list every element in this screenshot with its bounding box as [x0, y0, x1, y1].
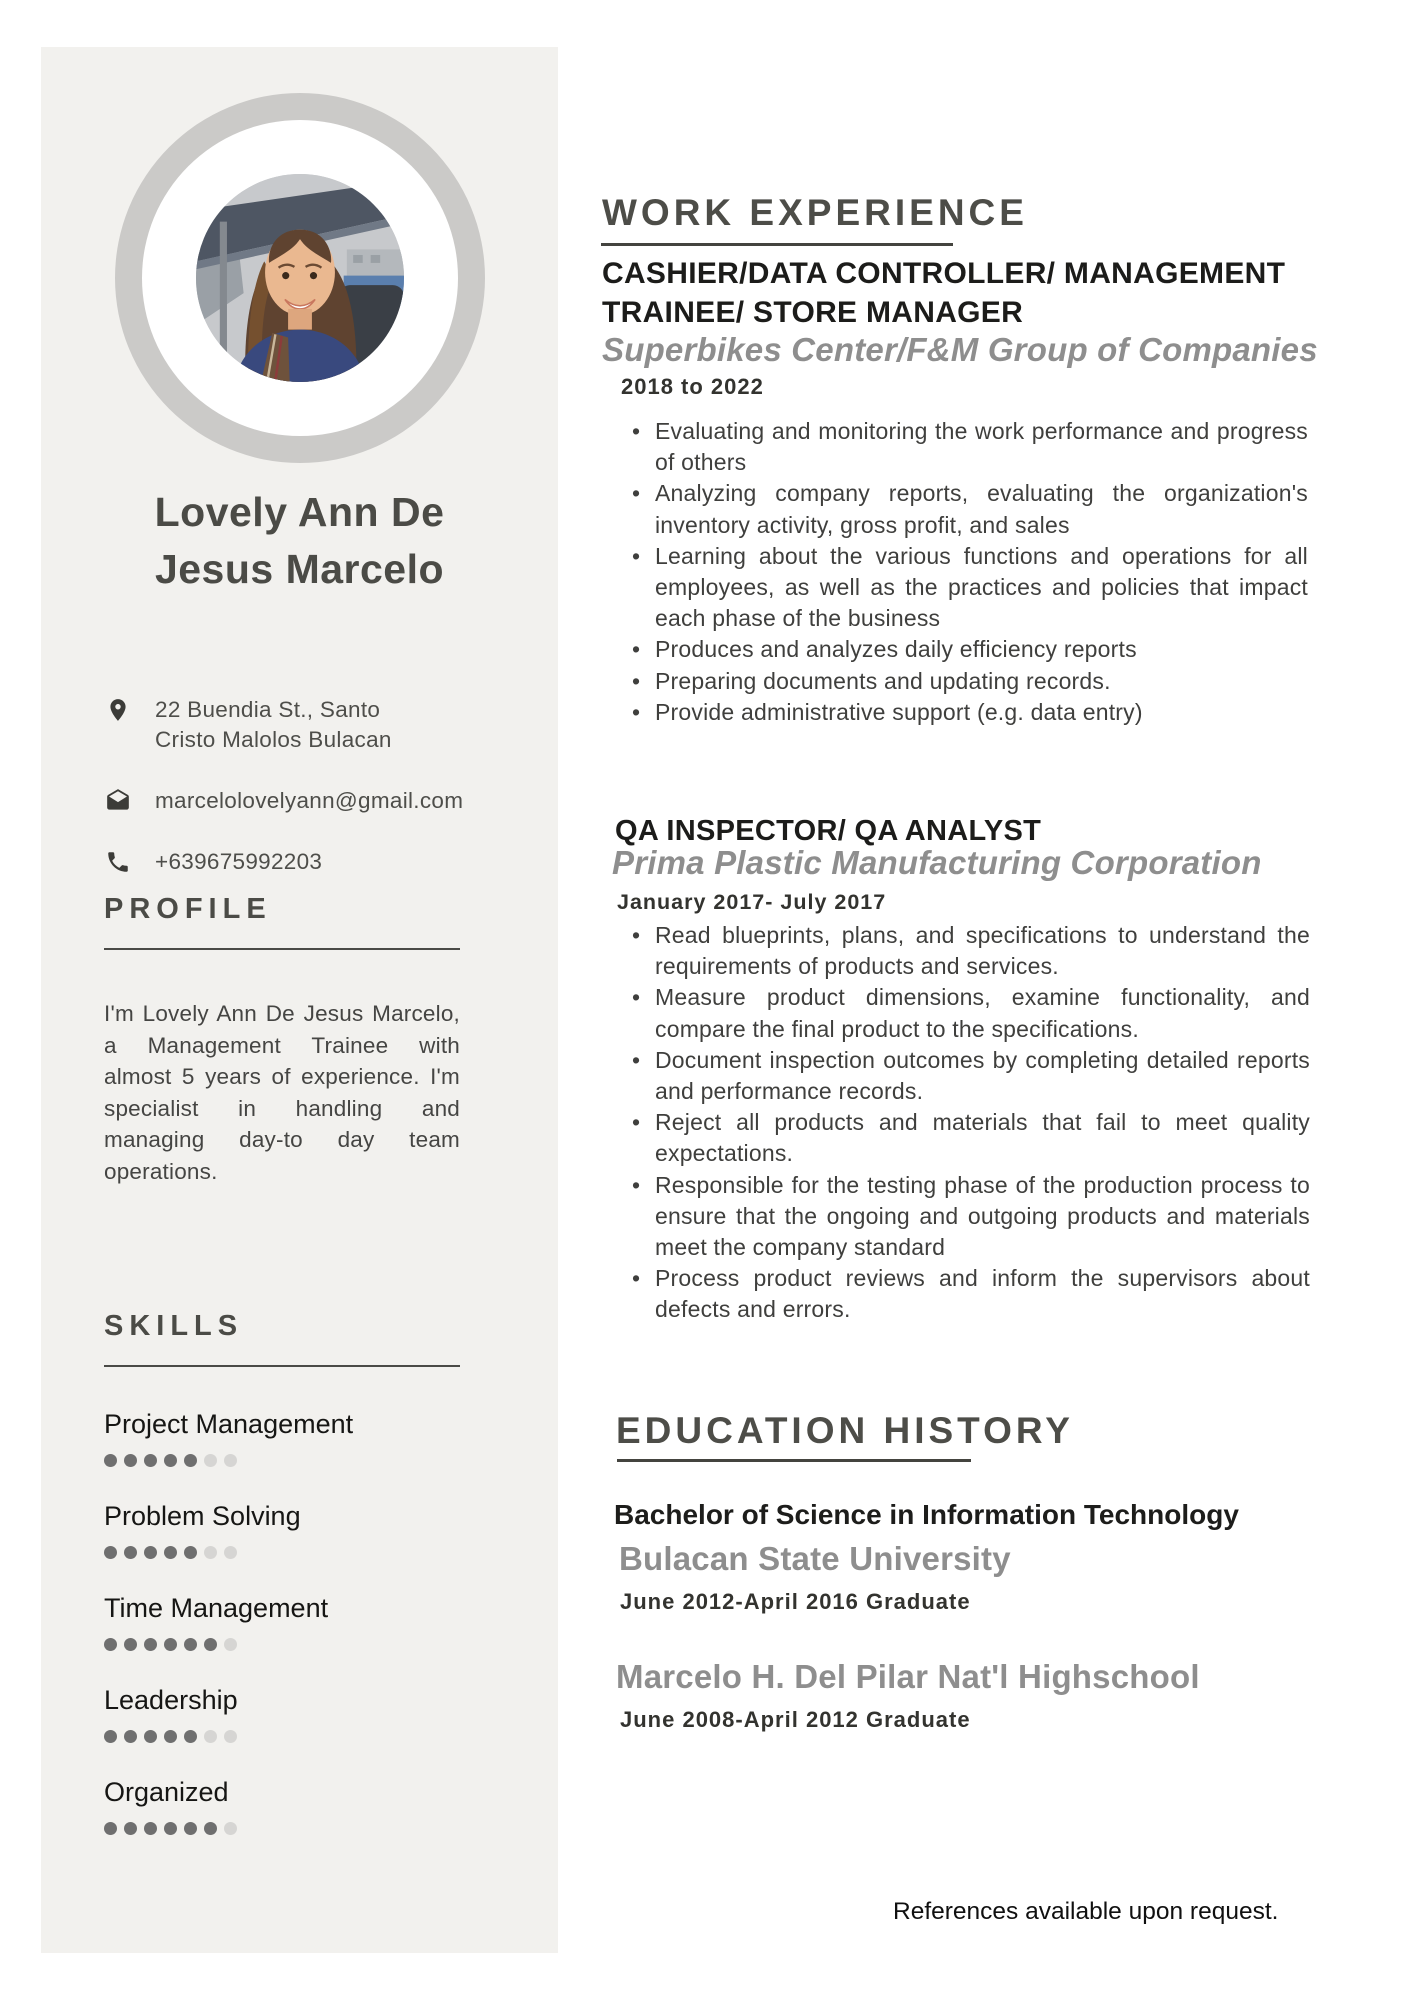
- rating-dot-filled: [184, 1822, 197, 1835]
- rating-dot-empty: [224, 1546, 237, 1559]
- rating-dot-filled: [124, 1822, 137, 1835]
- rating-dot-filled: [104, 1454, 117, 1467]
- rating-dot-empty: [224, 1454, 237, 1467]
- education-heading: EDUCATION HISTORY: [616, 1410, 1074, 1451]
- job2-bullet: • Measure product dimensions, examine functionality, and compare the final product to the specifications.: [628, 982, 1310, 1044]
- job2-bullet: • Read blueprints, plans, and specifications to understand the requirements of products and services.: [628, 920, 1310, 982]
- skill-item: [104, 1685, 484, 1743]
- job-dates-1: 2018 to 2022: [621, 374, 764, 399]
- job-title-2: QA INSPECTOR/ QA ANALYST: [615, 815, 1042, 847]
- job1-bullet: • Produces and analyzes daily efficiency reports: [628, 634, 1308, 665]
- rating-dot-filled: [144, 1638, 157, 1651]
- references-note: References available upon request.: [893, 1898, 1279, 1925]
- profile-photo-ring: [115, 93, 485, 463]
- rating-dot-filled: [164, 1822, 177, 1835]
- contact-email: [105, 786, 505, 816]
- profile-rule: [104, 948, 460, 950]
- person-name-line1: Lovely Ann De: [154, 489, 445, 535]
- job1-bullet: • Learning about the various functions and operations for all employees, as well as the practices and policies that impact each phase of the business: [628, 541, 1308, 635]
- rating-dot-filled: [204, 1638, 217, 1651]
- work-experience-underline: [601, 243, 953, 246]
- skills-heading: SKILLS: [104, 1310, 244, 1342]
- address-line1: 22 Buendia St., Santo: [155, 697, 381, 722]
- profile-heading: PROFILE: [104, 893, 272, 925]
- contact-address: [105, 695, 505, 755]
- rating-dot-filled: [124, 1730, 137, 1743]
- skill-label: Leadership: [104, 1685, 238, 1715]
- profile-photo-illustration: [196, 174, 404, 382]
- rating-dot-empty: [224, 1822, 237, 1835]
- rating-dot-empty: [204, 1454, 217, 1467]
- contact-section: [105, 695, 505, 908]
- skill-label: Problem Solving: [104, 1501, 301, 1531]
- work-experience-heading: WORK EXPERIENCE: [602, 192, 1028, 233]
- job2-bullet: • Responsible for the testing phase of the production process to ensure that the ongoing and outgoing products and materials meet the company standard: [628, 1170, 1310, 1264]
- rating-dot-filled: [104, 1822, 117, 1835]
- job-company-2: Prima Plastic Manufacturing Corporation: [612, 844, 1262, 881]
- skill-label: Time Management: [104, 1593, 329, 1623]
- rating-dot-filled: [184, 1638, 197, 1651]
- education-degree-1: Bachelor of Science in Information Technology: [614, 1499, 1239, 1530]
- rating-dot-filled: [144, 1822, 157, 1835]
- rating-dot-filled: [124, 1638, 137, 1651]
- envelope-icon: [105, 788, 131, 814]
- phone-text: +639675992203: [155, 849, 323, 874]
- rating-dot-filled: [164, 1454, 177, 1467]
- skill-item: [104, 1501, 484, 1559]
- skill-label: Organized: [104, 1777, 229, 1807]
- skill-rating-dots: [104, 1454, 484, 1467]
- rating-dot-filled: [184, 1546, 197, 1559]
- profile-photo-inner-ring: [142, 120, 458, 436]
- education-underline: [617, 1459, 971, 1462]
- education-school-1: Bulacan State University: [619, 1540, 1011, 1577]
- profile-text: I'm Lovely Ann De Jesus Marcelo, a Management Trainee with almost 5 years of experience. I'm specialist in handling and managing day-to day team operations.: [104, 1001, 460, 1184]
- rating-dot-filled: [184, 1730, 197, 1743]
- skill-item: [104, 1777, 484, 1835]
- person-name-line2: Jesus Marcelo: [154, 546, 445, 592]
- profile-section: [104, 893, 460, 1187]
- rating-dot-filled: [124, 1454, 137, 1467]
- person-name: [41, 484, 558, 598]
- skills-section: [104, 1310, 484, 1869]
- education-dates-1: June 2012-April 2016 Graduate: [620, 1589, 971, 1614]
- job-bullet-list-1: [628, 416, 1308, 728]
- rating-dot-filled: [144, 1454, 157, 1467]
- job2-bullet: • Document inspection outcomes by completing detailed reports and performance records.: [628, 1045, 1310, 1107]
- skills-list: [104, 1409, 484, 1835]
- skill-item: [104, 1409, 484, 1467]
- location-pin-icon: [105, 697, 131, 723]
- job-company-1: Superbikes Center/F&M Group of Companies: [602, 331, 1318, 368]
- address-line2: Cristo Malolos Bulacan: [155, 727, 392, 752]
- rating-dot-filled: [164, 1638, 177, 1651]
- skill-item: [104, 1593, 484, 1651]
- rating-dot-filled: [164, 1730, 177, 1743]
- phone-icon: [105, 849, 131, 875]
- rating-dot-empty: [204, 1730, 217, 1743]
- skill-rating-dots: [104, 1546, 484, 1559]
- email-text: marcelolovelyann@gmail.com: [155, 788, 464, 813]
- sidebar: [41, 47, 558, 1953]
- skills-rule: [104, 1365, 460, 1367]
- rating-dot-empty: [224, 1638, 237, 1651]
- job-dates-2: January 2017- July 2017: [617, 890, 887, 914]
- rating-dot-empty: [224, 1730, 237, 1743]
- job-title-1: CASHIER/DATA CONTROLLER/ MANAGEMENT TRAINEE/ STORE MANAGER: [602, 257, 1286, 329]
- rating-dot-filled: [204, 1822, 217, 1835]
- education-dates-2: June 2008-April 2012 Graduate: [620, 1707, 971, 1732]
- job2-bullet: • Process product reviews and inform the supervisors about defects and errors.: [628, 1263, 1310, 1325]
- rating-dot-filled: [164, 1546, 177, 1559]
- rating-dot-filled: [144, 1546, 157, 1559]
- skill-rating-dots: [104, 1730, 484, 1743]
- job-bullet-list-2: [628, 920, 1310, 1326]
- rating-dot-filled: [124, 1546, 137, 1559]
- rating-dot-filled: [184, 1454, 197, 1467]
- profile-photo: [196, 174, 404, 382]
- skill-rating-dots: [104, 1822, 484, 1835]
- job1-bullet: • Evaluating and monitoring the work performance and progress of others: [628, 416, 1308, 478]
- education-school-2: Marcelo H. Del Pilar Nat'l Highschool: [616, 1658, 1200, 1695]
- rating-dot-filled: [104, 1638, 117, 1651]
- rating-dot-empty: [204, 1546, 217, 1559]
- job1-bullet: • Provide administrative support (e.g. data entry): [628, 697, 1308, 728]
- job1-bullet: • Preparing documents and updating records.: [628, 666, 1308, 697]
- rating-dot-filled: [144, 1730, 157, 1743]
- job1-bullet: • Analyzing company reports, evaluating the organization's inventory activity, gross profit, and sales: [628, 478, 1308, 540]
- skill-rating-dots: [104, 1638, 484, 1651]
- job2-bullet: • Reject all products and materials that fail to meet quality expectations.: [628, 1107, 1310, 1169]
- contact-phone: [105, 847, 505, 877]
- skill-label: Project Management: [104, 1409, 354, 1439]
- rating-dot-filled: [104, 1730, 117, 1743]
- rating-dot-filled: [104, 1546, 117, 1559]
- address-text: [155, 695, 392, 755]
